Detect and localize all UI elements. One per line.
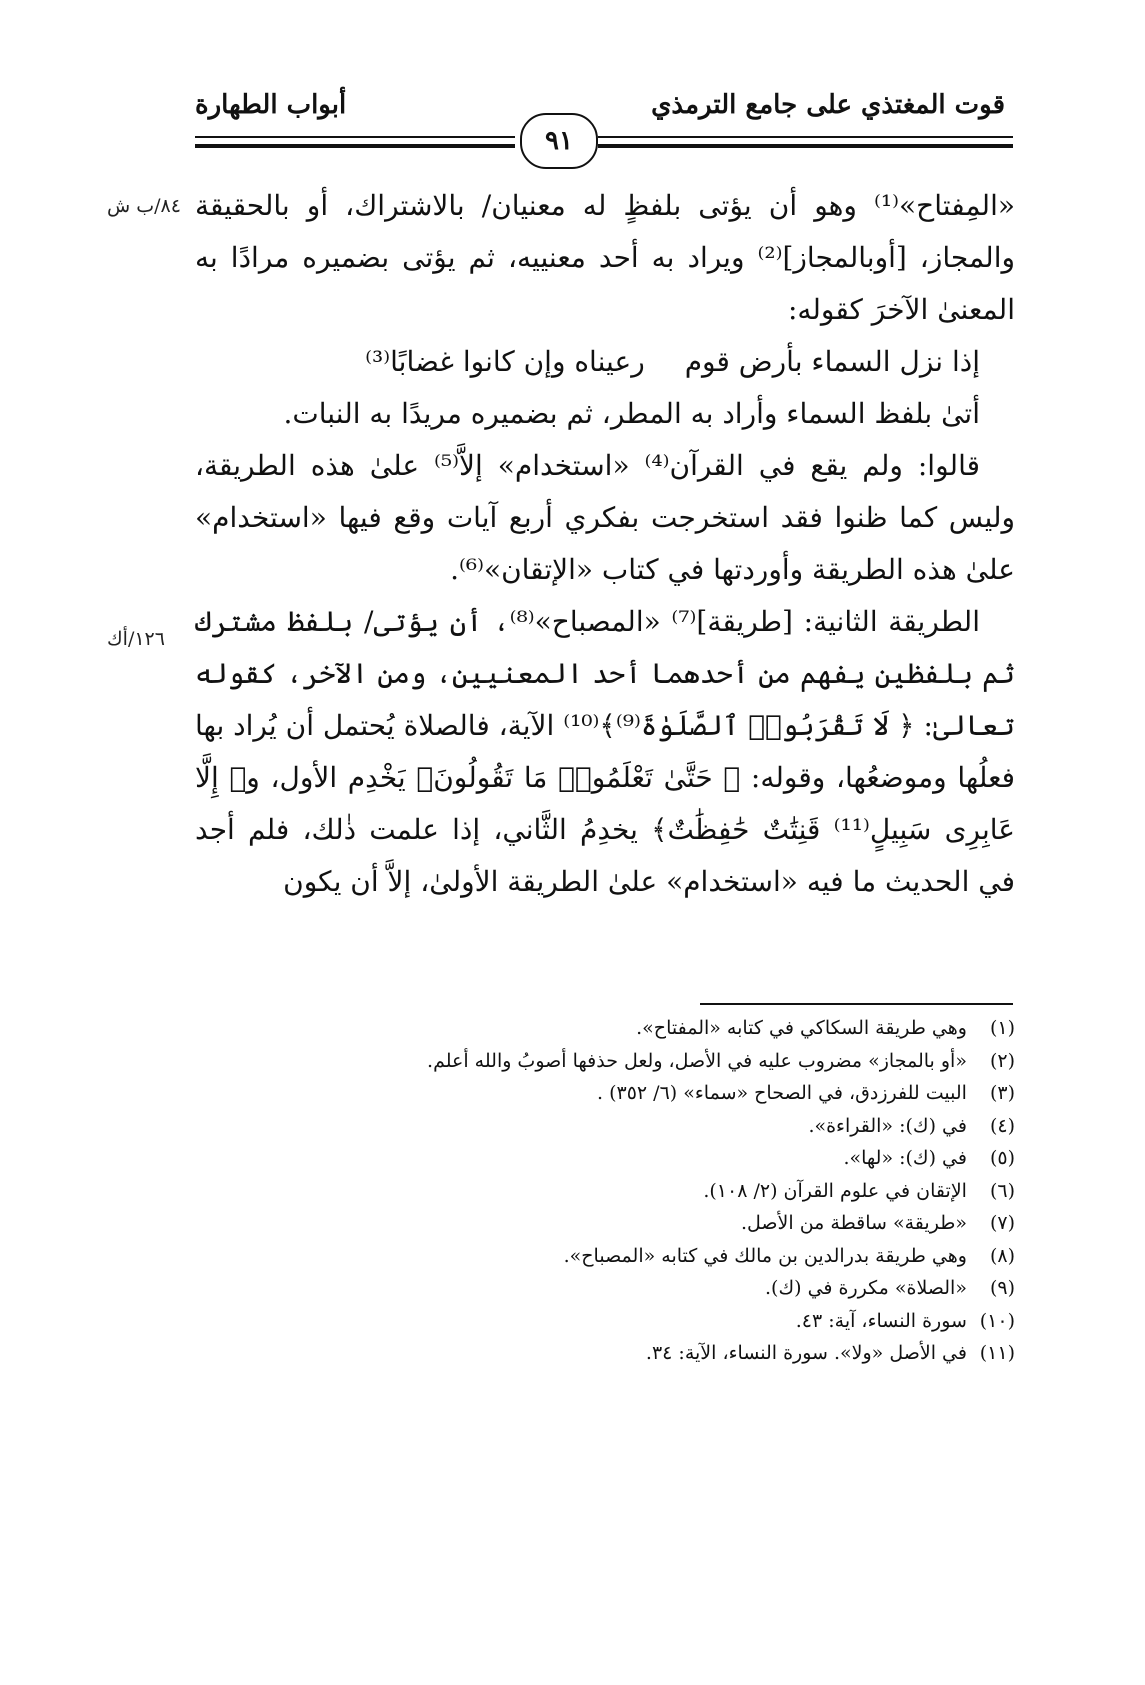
footnote-text: الإتقان في علوم القرآن (٢/ ١٠٨).: [703, 1179, 967, 1202]
main-text: [195, 180, 1015, 908]
header-rule-left-thick: [195, 144, 515, 148]
running-title-book: قوت المغتذي على جامع الترمذي: [651, 90, 1005, 120]
footnote: [195, 1207, 1015, 1240]
footnote-number: (٥): [989, 1147, 1015, 1169]
header-rule-right-thick: [598, 144, 1013, 148]
footnote: [195, 1337, 1015, 1370]
footnote-text: سورة النساء، آية: ٤٣.: [795, 1309, 967, 1332]
footnote: [195, 1012, 1015, 1045]
footnote-text: «الصلاة» مكررة في (ك).: [765, 1277, 967, 1299]
footnote-text: «أو بالمجاز» مضروب عليه في الأصل، ولعل حذفها أصوبُ والله أعلم.: [427, 1049, 967, 1072]
footnote: [195, 1305, 1015, 1338]
footnote-number: (٩): [989, 1277, 1015, 1299]
verse-second-hemistich: رعيناه وإن كانوا غضابًا⁽³⁾: [365, 345, 645, 378]
verse-first-hemistich: إذا نزل السماء بأرض قوم: [684, 345, 980, 378]
poetry-verse: [195, 336, 1015, 388]
margin-folio-note: ٨٤/ب ش: [107, 195, 181, 217]
footnote: [195, 1045, 1015, 1078]
footnote-number: (٢): [989, 1049, 1015, 1072]
footnote-text: في الأصل «ولا». سورة النساء، الآية: ٣٤.: [645, 1342, 967, 1364]
footnote-text: وهي طريقة بدرالدين بن مالك في كتابه «المصباح».: [563, 1244, 967, 1267]
footnote-number: (٨): [989, 1244, 1015, 1267]
footnote-number: (٣): [989, 1082, 1015, 1104]
footnote: [195, 1142, 1015, 1175]
footnote: [195, 1240, 1015, 1273]
footnote: [195, 1272, 1015, 1305]
footnote-number: (٧): [989, 1212, 1015, 1234]
paragraph: «المِفتاح»⁽¹⁾ وهو أن يؤتى بلفظٍ له معنيان/ بالاشتراك، أو بالحقيقة والمجاز، [أوبالمجاز]⁽²⁾ ويراد به أحد معنييه، ثم يؤتى بضميره مرادًا به المعنىٰ الآخرَ كقوله:: [195, 189, 1015, 326]
footnote-text: في (ك): «لها».: [843, 1147, 967, 1169]
header-rule-right-thin: [598, 136, 1013, 138]
footnote-number: (١٠): [979, 1309, 1015, 1332]
footnote-text: في (ك): «القراءة».: [808, 1114, 967, 1137]
header-rule-left-thin: [195, 136, 515, 138]
footnote-number: (٤): [989, 1114, 1015, 1137]
footnote: [195, 1175, 1015, 1208]
running-title-chapter: أبواب الطهارة: [195, 90, 347, 120]
footnote-text: البيت للفرزدق، في الصحاح «سماء» (٦/ ٣٥٢) .: [597, 1082, 967, 1104]
footnote-text: وهي طريقة السكاكي في كتابه «المفتاح».: [636, 1017, 967, 1039]
footnote: [195, 1077, 1015, 1110]
paragraph: قالوا: ولم يقع في القرآن⁽⁴⁾ «استخدام» إلاَّ⁽⁵⁾ علىٰ هذه الطريقة، وليس كما ظنوا فقد استخرجت بفكري أربع آيات وقع فيها «استخدام» علىٰ هذه الطريقة وأوردتها في كتاب «الإتقان»⁽⁶⁾.: [195, 449, 1015, 586]
footnote-number: (١): [989, 1017, 1015, 1039]
footnote-separator: [700, 1003, 1013, 1005]
paragraph: الطريقة الثانية: [طريقة]⁽⁷⁾ «المصباح»⁽⁸⁾، أن يؤتى/ بلفظ مشترك ثم بلفظين يفهم من أحدهما أحد المعنيين، ومن الآخر، كقوله تعالىٰ: ﴿ لَا تَقْرَبُوا۟ ٱلصَّلَوٰةَ⁽⁹⁾﴾⁽¹⁰⁾ الآية، فالصلاة يُحتمل أن يُراد بها فعلُها وموضعُها، وقوله: ﴿ حَتَّىٰ تَعْلَمُوا۟ مَا تَقُولُونَ﴾ يَخْدِم الأول، و﴿ إِلَّا عَابِرِى سَبِيلٍ⁽¹¹⁾ قَنِتَٰتٌ حَٰفِظَٰتٌ﴾ يخدِمُ الثَّاني، إذا علمت ذٰلك، فلم أجد في الحديث ما فيه «استخدام» علىٰ الطريقة الأولىٰ، إلاَّ أن يكون: [195, 605, 1015, 898]
footnotes: [195, 1012, 1015, 1370]
footnote-number: (٦): [989, 1179, 1015, 1202]
paragraph: أتىٰ بلفظ السماء وأراد به المطر، ثم بضميره مريدًا به النبات.: [283, 397, 980, 430]
footnote: [195, 1110, 1015, 1143]
margin-folio-note: ١٢٦/أك: [107, 628, 165, 650]
footnote-number: (١١): [979, 1342, 1015, 1364]
footnote-text: «طريقة» ساقطة من الأصل.: [741, 1212, 967, 1234]
page-number: ٩١: [520, 113, 598, 169]
